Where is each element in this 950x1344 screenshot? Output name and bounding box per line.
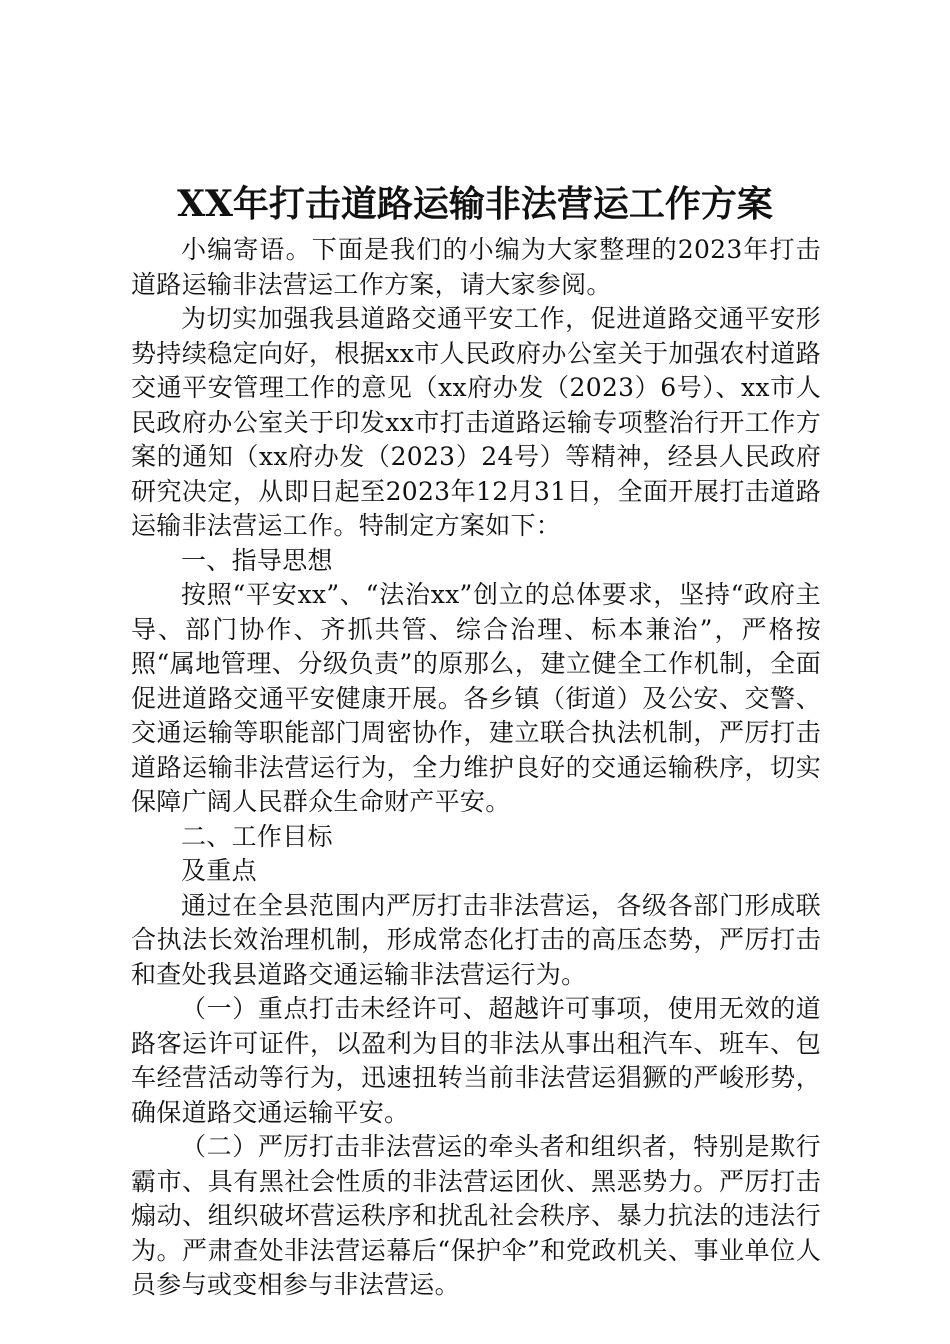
key-point-1-paragraph: （一）重点打击未经许可、超越许可事项，使用无效的道路客运许可证件，以盈利为目的非法从事出租汽车、班车、包车经营活动等行为，迅速扭转当前非法营运猖獗的严峻形势，确保道路交通运输平安。 xyxy=(131,994,821,1127)
document-body xyxy=(131,233,821,1303)
section-heading-key-points: 及重点 xyxy=(181,856,257,885)
work-goals-paragraph: 通过在全县范围内严厉打击非法营运，各级各部门形成联合执法长效治理机制，形成常态化打击的高压态势，严厉打击和查处我县道路交通运输非法营运行为。 xyxy=(131,890,821,989)
section-heading-guiding-ideology: 一、指导思想 xyxy=(181,545,333,575)
intro-paragraph: 小编寄语。下面是我们的小编为大家整理的2023年打击道路运输非法营运工作方案，请大家参阅。 xyxy=(131,235,821,299)
guiding-ideology-paragraph: 按照“平安xx”、“法治xx”创立的总体要求，坚持“政府主导、部门协作、齐抓共管、综合治理、标本兼治”，严格按照“属地管理、分级负责”的原那么，建立健全工作机制，全面促进道路交通平安健康开展。各乡镇（街道）及公安、交警、交通运输等职能部门周密协作，建立联合执法机制，严厉打击道路运输非法营运行为，全力维护良好的交通运输秩序，切实保障广阔人民群众生命财产平安。 xyxy=(131,580,821,816)
background-paragraph: 为切实加强我县道路交通平安工作，促进道路交通平安形势持续稳定向好，根据xx市人民政府办公室关于加强农村道路交通平安管理工作的意见（xx府办发（2023）6号）、xx市人民政府办公室关于印发xx市打击道路运输专项整治行开工作方案的通知（xx府办发（2023）24号）等精神，经县人民政府研究决定，从即日起至2023年12月31日，全面开展打击道路运输非法营运工作。特制定方案如下： xyxy=(131,304,821,540)
document-title: XX年打击道路运输非法营运工作方案 xyxy=(177,183,773,225)
section-heading-work-goals: 二、工作目标 xyxy=(181,821,333,851)
key-point-2-paragraph: （二）严厉打击非法营运的牵头者和组织者，特别是欺行霸市、具有黑社会性质的非法营运团伙、黑恶势力。严厉打击煽动、组织破坏营运秩序和扰乱社会秩序、暴力抗法的违法行为。严肃查处非法营运幕后“保护伞”和党政机关、事业单位人员参与或变相参与非法营运。 xyxy=(131,1132,821,1299)
